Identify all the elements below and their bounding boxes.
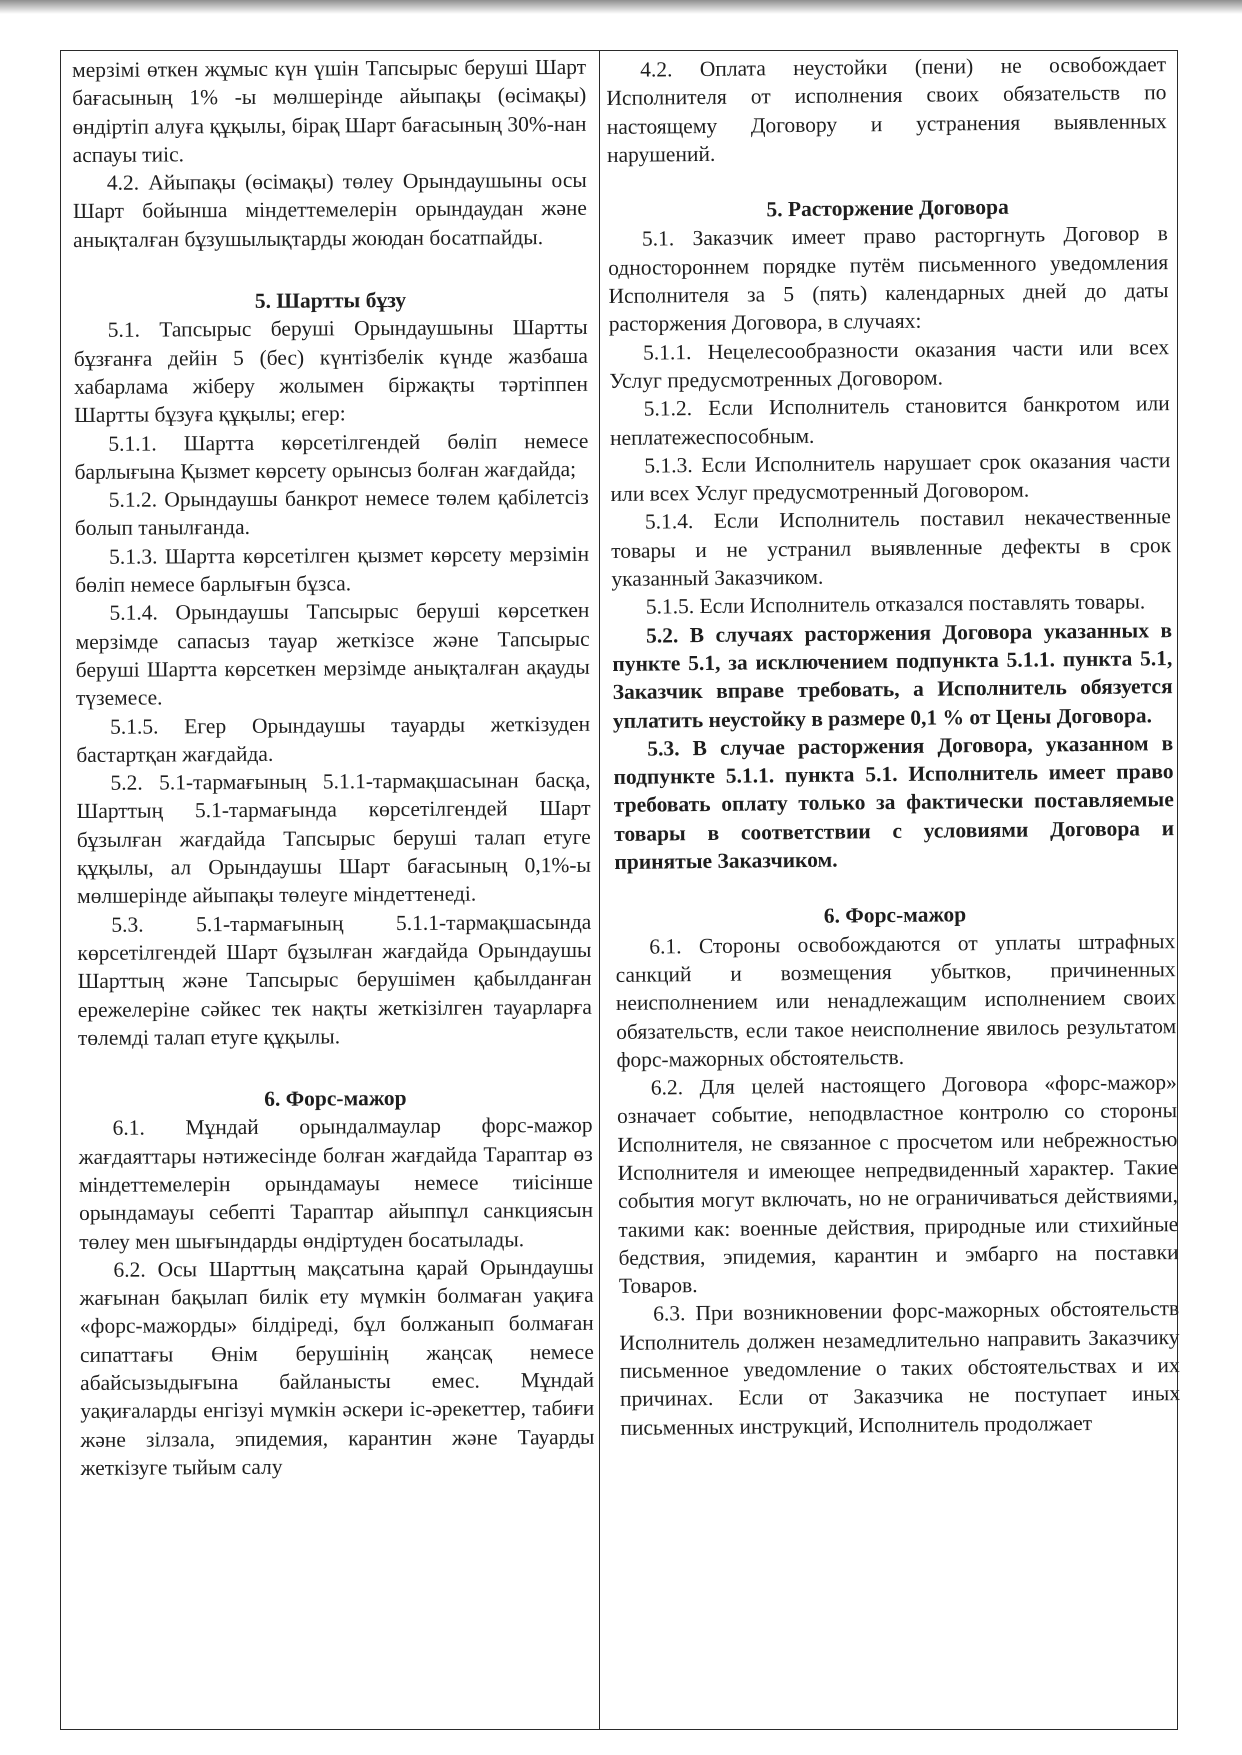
clause-4-2: 4.2. Айыпақы (өсімақы) төлеу Орындаушыны осы Шарт бойынша міндеттемелерін орындаудан және анықталған бұзушылықтарды жоюдан босатпайды. <box>72 168 588 252</box>
clause-5-1-1: 5.1.1. Нецелесообразности оказания части или всех Услуг предусмотренных Договором. <box>609 334 1170 393</box>
clause-4-2: 4.2. Оплата неустойки (пени) не освобождает Исполнителя от исполнения своих обязательств по настоящему Договору и устранения выявленных нарушений. <box>606 52 1167 167</box>
clause-5-1-4: 5.1.4. Орындаушы Тапсырыс беруші көрсеткен мерзімде сапасыз тауар жеткізсе және Тапсырыс беруші Шартта көрсеткен мерзімде анықталған ақауды түземесе. <box>75 598 590 711</box>
clause-4-1-continuation: мерзімі өткен жұмыс күн үшін Тапсырыс беруші Шарт бағасының 1% -ы мөлшерінде айыпақы (өсімақы) өндіртіп алуға құқылы, бірақ Шарт бағасының 30%-нан аспауы тиіс. <box>72 54 587 167</box>
clause-5-1-3: 5.1.3. Если Исполнитель нарушает срок оказания части или всех Услуг предусмотренный Договором. <box>610 447 1171 507</box>
clause-6-3: 6.3. При возникновении форс-мажорных обстоятельств Исполнитель должен незамедлительно направить Заказчику письменное уведомление о таких обстоятельствах и их причинах. Если от Заказчика не поступает иных письменных инструкций, Исполнитель продолжает <box>619 1296 1181 1440</box>
clause-6-1: 6.1. Мұндай орындалмаулар форс-мажор жағдаяттары нәтижесінде болған жағдайда Тараптар өз міндеттемелерін орындамауы немесе тиісінше орындамауы себепті Тараптар айыппұл санкциясын төлеу мен шығындарды өндіртуден босатылады. <box>78 1113 594 1254</box>
clause-6-2: 6.2. Для целей настоящего Договора «форс-мажор» означает событие, неподвластное контролю со стороны Исполнителя, не связанное с просчетом или небрежностью Исполнителя и имеющее непредвиденный характер. Такие события могут включать, но не ограничиваться действиями, такими как: военные действия, природные или стихийные бедствия, эпидемия, карантин и эмбарго на поставки Товаров. <box>616 1070 1179 1299</box>
clause-5-1-3: 5.1.3. Шартта көрсетілген қызмет көрсету мерзімін бөліп немесе барлығын бұзса. <box>75 541 590 598</box>
clause-5-2: 5.2. В случаях расторжения Договора указанных в пункте 5.1, за исключением подпункта 5.1.1. пункта 5.1, Заказчик вправе требовать, а Исполнитель обязуется уплатить неустойку в размере 0,1 % от Цены Договора. <box>612 617 1173 733</box>
clause-6-2: 6.2. Осы Шарттың мақсатына қарай Орындаушы жағынан бақылап билік ету мүмкін болмаған уақиға «форс-мажорды» білдіреді, бұл болжанып болмаған сипаттағы Өнім берушінің жаңсақ немесе абайсызыдығына байланысты емес. Мұндай уақиғаларды енгізуі мүмкін әскери іс-әрекеттер, табиғи және зілзала, эпидемия, карантин және Тауарды жеткізуге тыйым салу <box>79 1254 595 1480</box>
clause-5-1-4: 5.1.4. Если Исполнитель поставил некачественные товары и не устранил выявленные дефекты в срок указанный Заказчиком. <box>611 504 1172 592</box>
clause-5-1: 5.1. Тапсырыс беруші Орындаушыны Шартты бұзғанға дейін 5 (бес) күнтізбелік күнде жазбаша хабарлама жіберу жолымен біржақты тәртіппен Шартты бұзуға құқылы; егер: <box>73 315 589 428</box>
clause-5-2: 5.2. 5.1-тармағының 5.1.1-тармақшасынан басқа, Шарттың 5.1-тармағында көрсетілгендей Шарт бұзылған жағдайда Тапсырыс беруші талап етуге құқылы, ал Орындаушы Шарт бағасының 0,1%-ы мөлшерінде айыпақы төлеуге міндеттенеді. <box>76 767 592 909</box>
clause-5-1: 5.1. Заказчик имеет право расторгнуть Договор в одностороннем порядке путём письменного уведомления Исполнителя за 5 (пять) календарных дней до даты расторжения Договора, в случаях: <box>608 221 1169 337</box>
clause-5-3: 5.3. 5.1-тармағының 5.1.1-тармақшасында көрсетілгендей Шарт бұзылған жағдайда Орындаушы Шарттың және Тапсырыс берушімен қабылданған ережелеріне сәйкес тек нақты жеткізілген тауарларға төлемді талап етуге құқылы. <box>77 909 592 1050</box>
clause-5-3: 5.3. В случае расторжения Договора, указанном в подпункте 5.1.1. пункта 5.1. Исполнитель имеет право требовать оплату только за фактически поставляемые товары в соответствии с условиями Договора и принятые Заказчиком. <box>613 730 1175 874</box>
clause-5-1-5: 5.1.5. Если Исполнитель отказался поставлять товары. <box>645 589 1146 619</box>
section-5-heading: 5. Шартты бұзу <box>254 288 407 313</box>
column-divider <box>599 50 600 1730</box>
russian-text-column <box>606 50 1180 1442</box>
clause-6-1: 6.1. Стороны освобождаются от уплаты штрафных санкций и возмещения убытков, причиненных неисполнением или ненадлежащим исполнением своих обязательств, если такое неисполнение явилось результатом форс-мажорных обстоятельств. <box>615 928 1177 1072</box>
clause-5-1-2: 5.1.2. Орындаушы банкрот немесе төлем қабілетсіз болып танылғанда. <box>74 485 589 541</box>
clause-5-1-5: 5.1.5. Егер Орындаушы тауарды жеткізуден бастартқан жағдайда. <box>76 711 591 767</box>
clause-5-1-2: 5.1.2. Если Исполнитель становится банкротом или неплатежеспособным. <box>609 391 1170 450</box>
kazakh-text-column <box>72 53 595 1482</box>
section-5-heading: 5. Расторжение Договора <box>766 194 1009 222</box>
clause-5-1-1: 5.1.1. Шартта көрсетілгендей бөліп немесе барлығына Қызмет көрсету орынсыз болған жағдайда; <box>74 428 589 484</box>
scan-edge-shadow <box>0 0 1242 14</box>
section-6-heading: 6. Форс-мажор <box>823 902 967 929</box>
section-6-heading: 6. Форс-мажор <box>264 1086 407 1111</box>
